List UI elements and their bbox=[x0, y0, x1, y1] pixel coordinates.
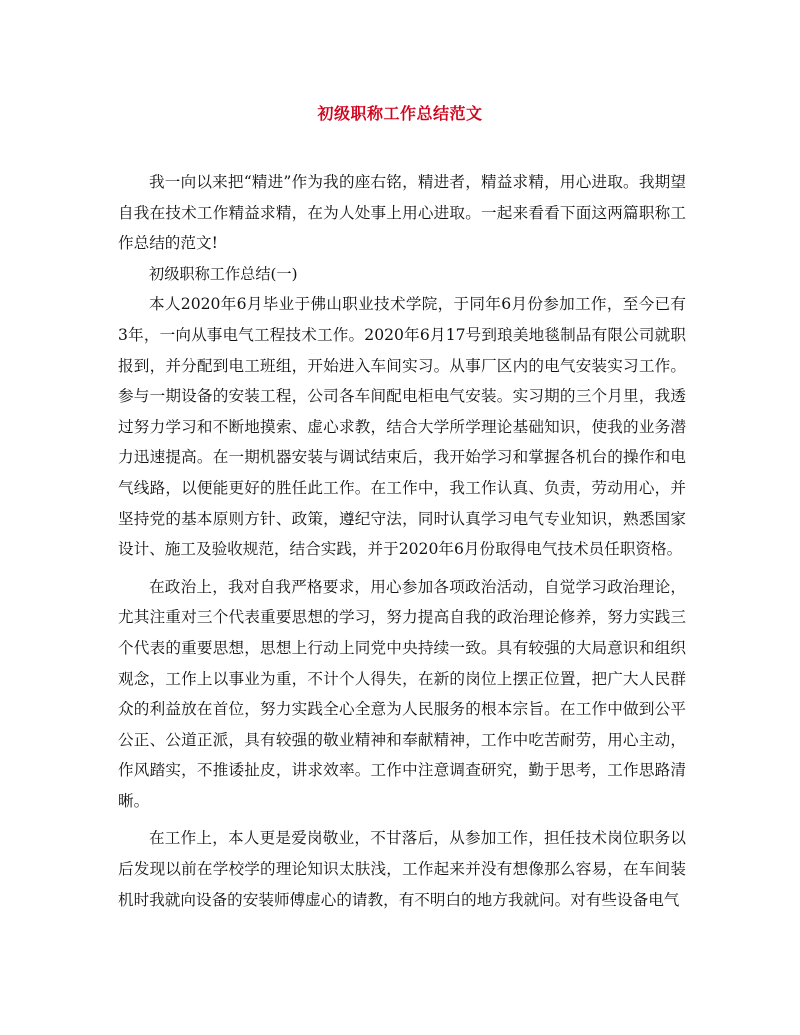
paragraph-gap bbox=[118, 565, 686, 572]
document-body bbox=[118, 167, 686, 915]
section-heading: 初级职称工作总结(一) bbox=[149, 264, 298, 283]
body-paragraph-3: 在工作上，本人更是爱岗敬业，不甘落后，从参加工作，担任技术岗位职务以后发现以前在学校学的理论知识太肤浅，工作起来并没有想像那么容易，在车间装机时我就向设备的安装师傅虚心的请教，有不明白的地方我就问。对有些设备电气 bbox=[118, 829, 686, 909]
paragraph-gap bbox=[118, 816, 686, 823]
body-paragraph-2: 在政治上，我对自我严格要求，用心参加各项政治活动，自觉学习政治理论，尤其注重对三个代表重要思想的学习，努力提高自我的政治理论修养，努力实践三个代表的重要思想，思想上行动上同党中央持续一致。具有较强的大局意识和组织观念，工作上以事业为重，不计个人得失，在新的岗位上摆正位置，把广大人民群众的利益放在首位，努力实践全心全意为人民服务的根本宗旨。在工作中做到公平公正、公道正派，具有较强的敬业精神和奉献精神，工作中吃苦耐劳，用心主动，作风踏实，不推诿扯皮，讲求效率。工作中注意调查研究，勤于思考，工作思路清晰。 bbox=[118, 577, 686, 810]
document-title: 初级职称工作总结范文 bbox=[317, 104, 483, 123]
intro-paragraph: 我一向以来把“精进”作为我的座右铭，精进者，精益求精，用心进取。我期望自我在技术工作精益求精，在为人处事上用心进取。一起来看看下面这两篇职称工作总结的范文! bbox=[118, 173, 686, 253]
body-paragraph-1: 本人2020年6月毕业于佛山职业技术学院，于同年6月份参加工作，至今已有3年，一向从事电气工程技术工作。2020年6月17号到琅美地毯制品有限公司就职报到，并分配到电工班组，开始进入车间实习。从事厂区内的电气安装实习工作。参与一期设备的安装工程，公司各车间配电柜电气安装。实习期的三个月里，我透过努力学习和不断地摸索、虚心求教，结合大学所学理论基础知识，使我的业务潜力迅速提高。在一期机器安装与调试结束后，我开始学习和掌握各机台的操作和电气线路，以便能更好的胜任此工作。在工作中，我工作认真、负责，劳动用心，并坚持党的基本原则方针、政策，遵纪守法，同时认真学习电气专业知识，熟悉国家设计、施工及验收规范，结合实践，并于2020年6月份取得电气技术员任职资格。 bbox=[118, 295, 686, 559]
